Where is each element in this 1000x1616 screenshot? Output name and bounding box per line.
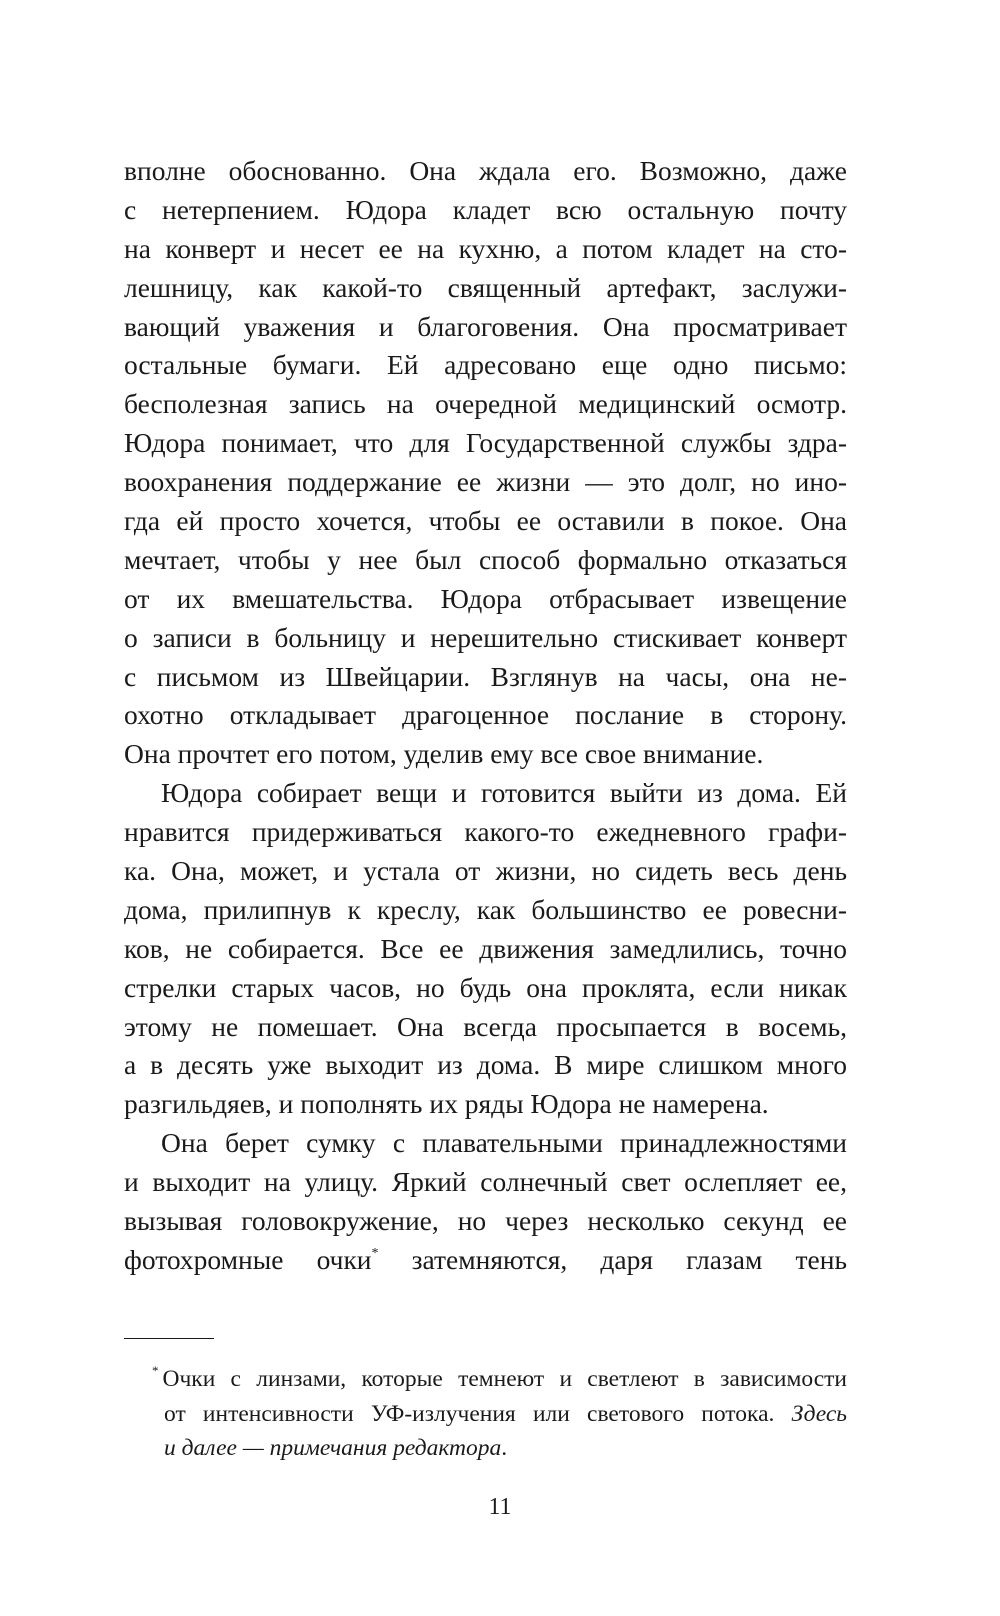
text-line: Юдора понимает, что для Государственной службы здра- xyxy=(124,427,847,459)
text-line: о записи в больницу и нерешительно стискивает конверт xyxy=(124,621,847,653)
text-line-with-footnote-mark xyxy=(124,1241,847,1280)
page-number: 11 xyxy=(488,1494,512,1520)
footnote-line xyxy=(124,1397,847,1432)
text-line: разгильдяев, и пополнять их ряды Юдора не намерена. xyxy=(124,1088,769,1120)
text-line: Она прочтет его потом, уделив ему все свое внимание. xyxy=(124,738,764,770)
footnote-reference-mark[interactable]: * xyxy=(371,1245,379,1261)
text-line: Она берет сумку с плавательными принадлежностями xyxy=(161,1127,847,1159)
text-line: ка. Она, может, и устала от жизни, но сидеть весь день xyxy=(124,855,847,887)
text-line: на конверт и несет ее на кухню, а потом кладет на сто- xyxy=(124,232,847,264)
body-text xyxy=(124,152,847,1280)
footnote-italic-text: Здесь xyxy=(791,1400,847,1427)
text-line: ков, не собирается. Все ее движения замедлились, точно xyxy=(124,932,847,964)
text-line: воохранения поддержание ее жизни — это долг, но ино- xyxy=(124,466,847,498)
text-line: лешницу, как какой-то священный артефакт, заслужи- xyxy=(124,271,847,303)
footnote-mark: * xyxy=(152,1363,159,1379)
text-line: и выходит на улицу. Яркий солнечный свет ослепляет ее, xyxy=(124,1166,847,1198)
text-line: этому не помешает. Она всегда просыпается в восемь, xyxy=(124,1010,847,1042)
text-line: бесполезная запись на очередной медицинский осмотр. xyxy=(124,388,847,420)
text-line: вающий уважения и благоговения. Она просматривает xyxy=(124,310,847,342)
footnote-italic-text: и далее — примечания редактора xyxy=(164,1435,502,1461)
text-line: остальные бумаги. Ей адресовано еще одно письмо: xyxy=(124,349,847,381)
footnote-divider xyxy=(124,1338,214,1339)
text-line: с нетерпением. Юдора кладет всю остальную почту xyxy=(124,193,847,225)
text-line: Юдора собирает вещи и готовится выйти из дома. Ей xyxy=(161,777,847,809)
footnote xyxy=(124,1362,847,1466)
footnote-text: Очки с линзами, которые темнеют и светлеют в зависимости xyxy=(162,1366,847,1392)
footnote-text: от интенсивности УФ-излучения или светового потока. xyxy=(164,1400,792,1427)
text-line: а в десять уже выходит из дома. В мире слишком много xyxy=(124,1049,847,1081)
footnote-line xyxy=(124,1431,847,1466)
text-line: нравится придерживаться какого-то ежедневного графи- xyxy=(124,816,847,848)
footnote-text: . xyxy=(501,1435,508,1461)
text-fragment: фотохромные очки xyxy=(124,1243,372,1275)
text-line: мечтает, чтобы у нее был способ формально отказаться xyxy=(124,543,847,575)
text-fragment: затемняются, даря глазам тень xyxy=(378,1243,847,1275)
text-line: дома, прилипнув к креслу, как большинство ее ровесни- xyxy=(124,893,847,925)
footnote-line xyxy=(124,1362,847,1397)
text-line: вызывая головокружение, но через несколько секунд ее xyxy=(124,1205,847,1237)
text-line: гда ей просто хочется, чтобы ее оставили в покое. Она xyxy=(124,505,847,537)
text-line: охотно откладывает драгоценное послание в сторону. xyxy=(124,699,847,731)
text-line: вполне обоснованно. Она ждала его. Возможно, даже xyxy=(124,155,847,186)
text-line: стрелки старых часов, но будь она проклята, если никак xyxy=(124,971,847,1003)
text-line: от их вмешательства. Юдора отбрасывает извещение xyxy=(124,582,847,614)
text-line: с письмом из Швейцарии. Взглянув на часы, она не- xyxy=(124,660,847,692)
